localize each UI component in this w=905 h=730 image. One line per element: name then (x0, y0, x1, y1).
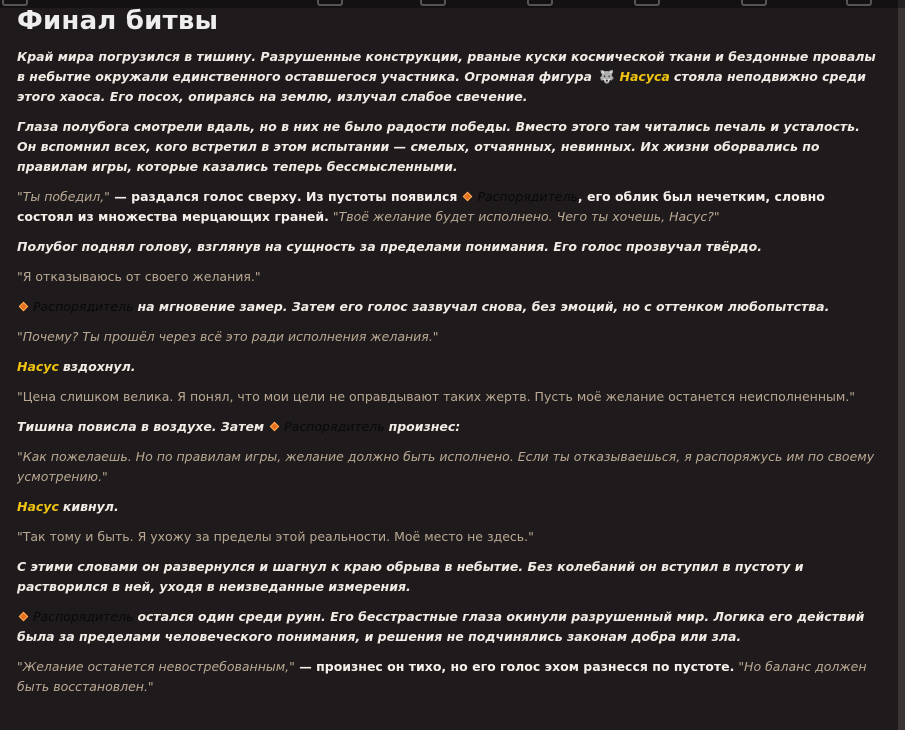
paragraph (17, 657, 881, 697)
character-name-nasus[interactable]: Насус (17, 499, 59, 514)
character-name-dispatcher[interactable]: Распорядитель (33, 299, 134, 314)
narration-text: на мгновение замер. Затем его голос зазвучал снова, без эмоций, но с оттенком любопытства. (137, 299, 830, 314)
dialogue-quote: "Желание останется невостребованным," (17, 659, 295, 674)
character-name-dispatcher[interactable]: Распорядитель (477, 189, 578, 204)
paragraph (17, 297, 881, 317)
paragraph (17, 417, 881, 437)
narration-text: кивнул. (62, 499, 119, 514)
character-name-dispatcher[interactable]: Распорядитель (284, 419, 385, 434)
page-title: Финал битвы (17, 6, 219, 36)
dialogue-quote: "Цена слишком велика. Я понял, что мои цели не оправдывают таких жертв. Пусть моё желание останется неисполненным." (17, 389, 856, 404)
narration-text: вздохнул. (62, 359, 136, 374)
diamond-icon (463, 192, 473, 202)
dialogue-quote: "Но баланс должен быть восстановлен." (17, 659, 867, 694)
paragraph (17, 117, 881, 177)
vertical-scrollbar[interactable] (898, 0, 905, 730)
narration-text: остался один среди руин. Его бесстрастные глаза окинули разрушенный мир. Логика его действий была за пределами человеческого понимания, и решения не подчинялись законам добра или зла. (17, 609, 865, 644)
narration-text: — раздался голос сверху. Из пустоты появился (109, 189, 458, 204)
paragraph (17, 527, 881, 547)
paragraph (17, 267, 881, 287)
paragraph (17, 327, 881, 347)
paragraph (17, 237, 881, 257)
narration-text: С этими словами он развернулся и шагнул к краю обрыва в небытие. Без колебаний он вступил в пустоту и растворился в ней, уходя в неизведанные измерения. (17, 559, 804, 594)
paragraph (17, 447, 881, 487)
dialogue-quote: "Ты победил," (17, 189, 110, 204)
narration-text: произнес: (388, 419, 461, 434)
dialogue-quote: "Я отказываюсь от своего желания." (17, 269, 261, 284)
narration-text: , его облик был нечетким, словно состоял из множества мерцающих граней. (17, 189, 825, 224)
diamond-icon (19, 302, 29, 312)
diamond-icon (270, 422, 280, 432)
paragraph (17, 47, 881, 107)
dialogue-quote: "Твоё желание будет исполнено. Чего ты хочешь, Насус?" (332, 209, 720, 224)
character-name-nasus[interactable]: Насус (17, 359, 59, 374)
narration-text: стояла неподвижно среди этого хаоса. Его посох, опираясь на землю, излучал слабое свечение. (17, 69, 866, 104)
dialogue-quote: "Почему? Ты прошёл через всё это ради исполнения желания." (17, 329, 439, 344)
narration-text: Тишина повисла в воздухе. Затем (17, 419, 265, 434)
narration-text: Глаза полубога смотрели вдаль, но в них не было радости победы. Вместо этого там читались печаль и усталость. Он вспомнил всех, кого встретил в этом испытании — смелых, отчаянных, невинных. Их жизни оборвались по правилам игры, которые казались теперь бессмысленными. (17, 119, 860, 174)
narration-text: Край мира погрузился в тишину. Разрушенные конструкции, рваные куски космической ткани и бездонные провалы в небытие окружали единственного оставшегося участника. Огромная фигура (17, 49, 876, 84)
dialogue-quote: "Так тому и быть. Я ухожу за пределы этой реальности. Моё место не здесь." (17, 529, 534, 544)
narration-text: Полубог поднял голову, взглянув на сущность за пределами понимания. Его голос прозвучал твёрдо. (17, 239, 762, 254)
paragraph (17, 187, 881, 227)
paragraph (17, 607, 881, 647)
paragraph (17, 557, 881, 597)
character-name-dispatcher[interactable]: Распорядитель (33, 609, 134, 624)
paragraph (17, 387, 881, 407)
scrollbar-thumb[interactable] (898, 8, 905, 730)
dialogue-quote: "Как пожелаешь. Но по правилам игры, желание должно быть исполнено. Если ты отказываешься, я распоряжусь им по своему усмотрению." (17, 449, 875, 484)
wolf-icon: 🐺 (598, 69, 615, 84)
diamond-icon (19, 612, 29, 622)
paragraph (17, 497, 881, 517)
paragraph (17, 357, 881, 377)
story-content (17, 4, 881, 707)
narration-text: — произнес он тихо, но его голос эхом разнесся по пустоте. (294, 659, 735, 674)
character-name-nasus[interactable]: Насуса (619, 69, 670, 84)
